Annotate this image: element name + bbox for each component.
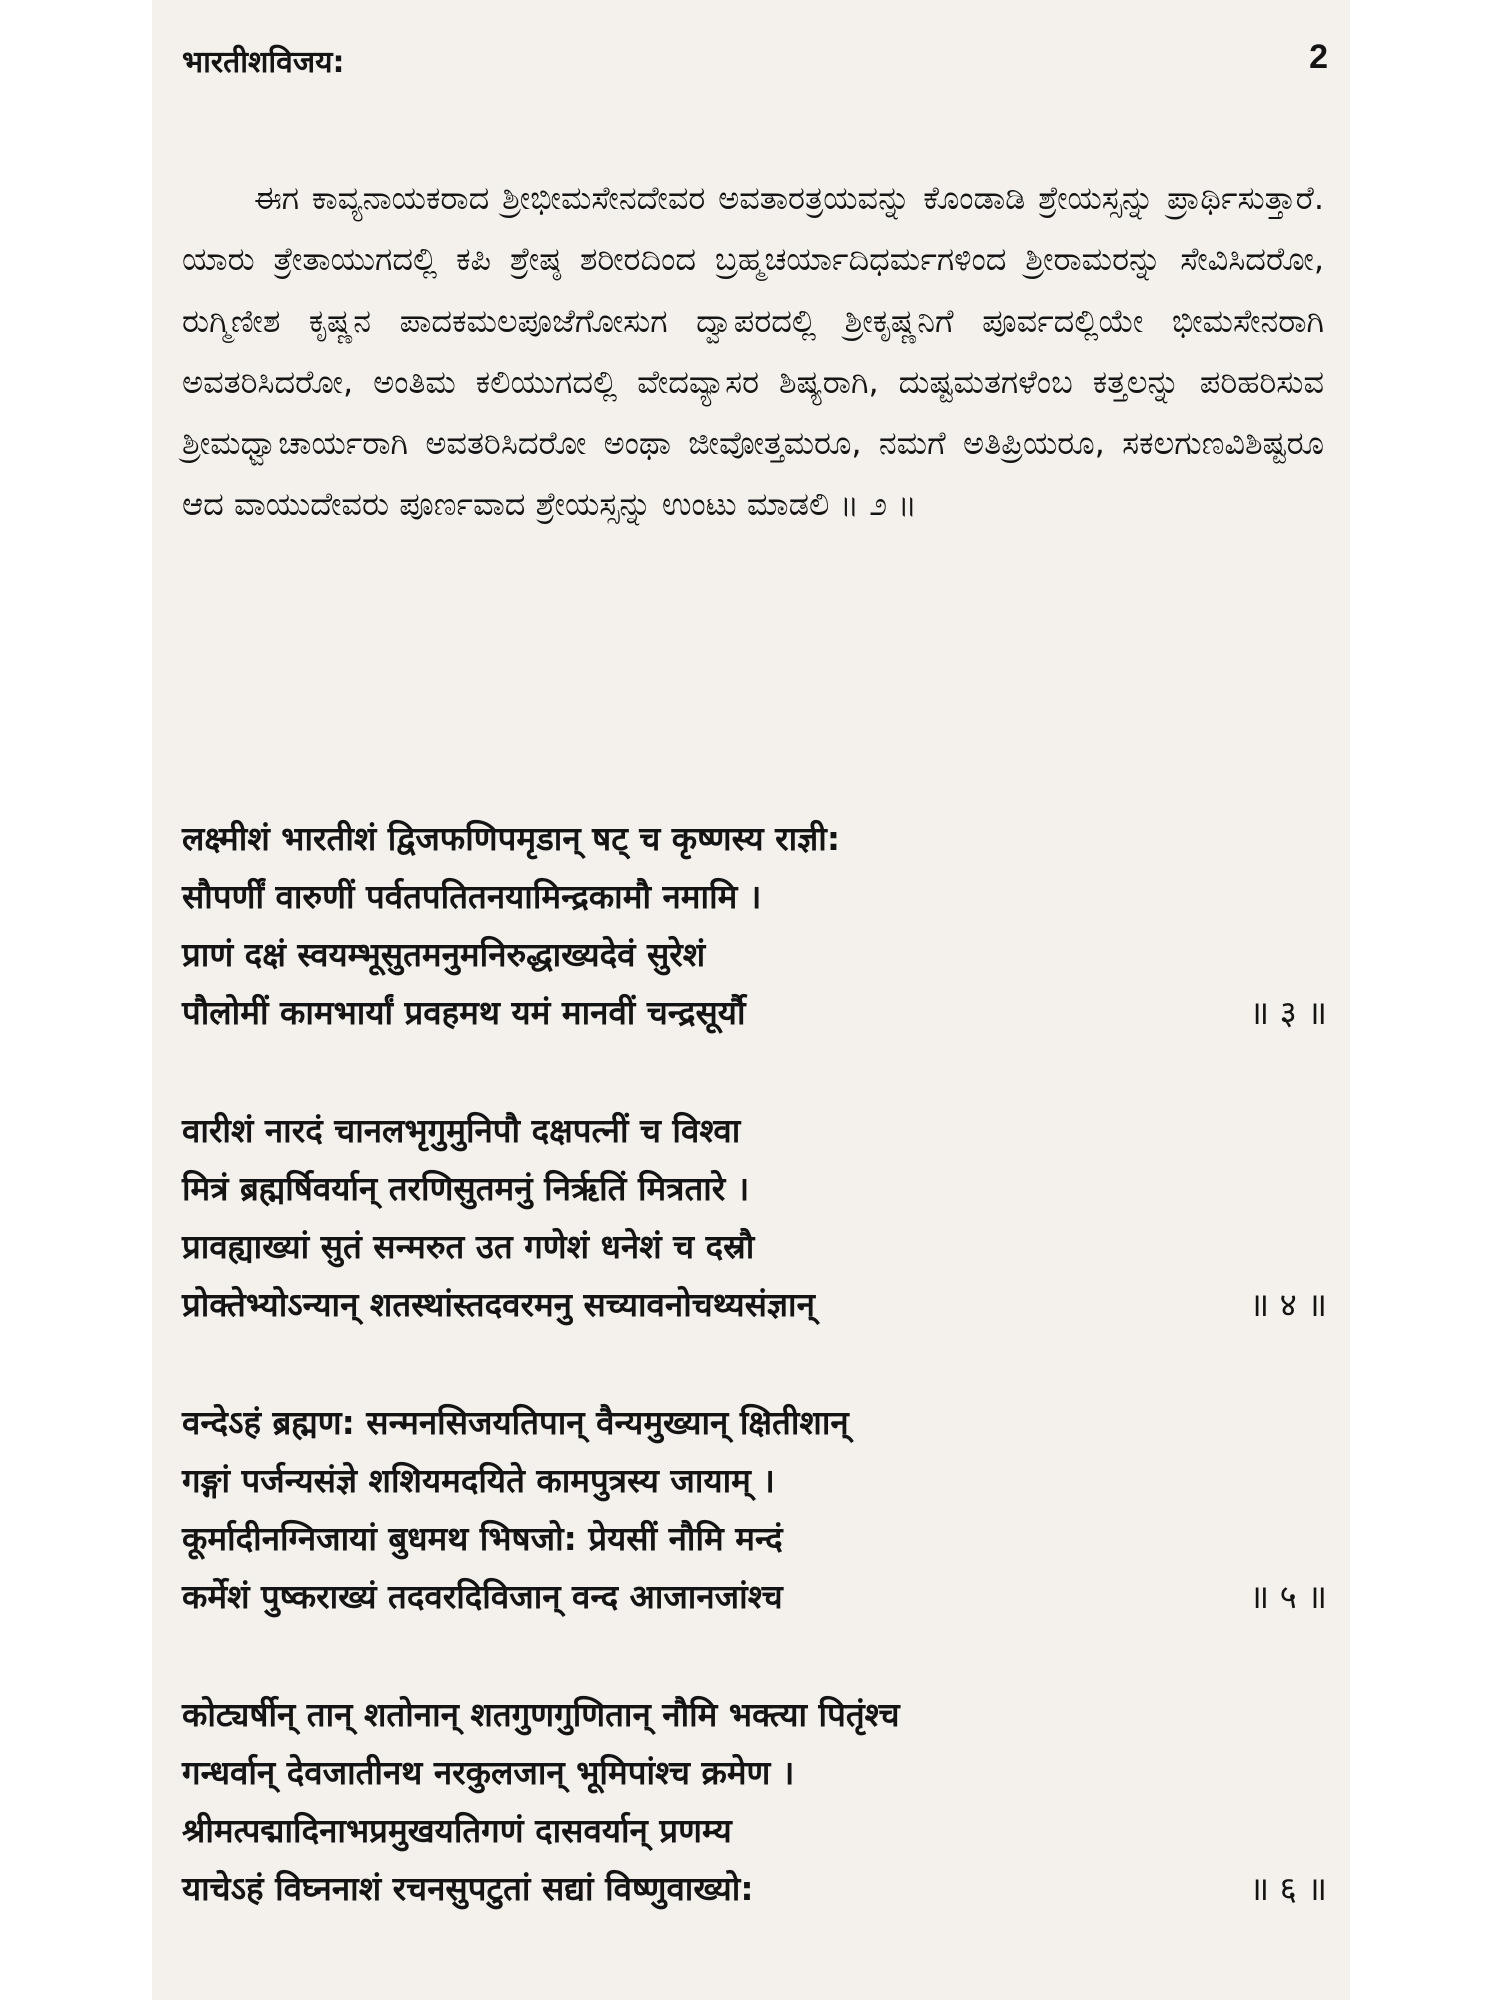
verse-line-last (182, 1276, 1327, 1334)
commentary-text: ಈಗ ಕಾವ್ಯನಾಯಕರಾದ ಶ್ರೀಭೀಮಸೇನದೇವರ ಅವತಾರತ್ರಯವನ್ನು ಕೊಂಡಾಡಿ ಶ್ರೇಯಸ್ಸನ್ನು ಪ್ರಾರ್ಥಿಸುತ್ತಾರೆ. ಯಾರು ತ್ರೇತಾಯುಗದಲ್ಲಿ ಕಪಿ ಶ್ರೇಷ್ಠ ಶರೀರದಿಂದ ಬ್ರಹ್ಮಚರ್ಯಾದಿಧರ್ಮಗಳಿಂದ ಶ್ರೀರಾಮರನ್ನು ಸೇವಿಸಿದರೋ, ರುಗ್ಮಿಣೀಶ ಕೃಷ್ಣನ ಪಾದಕಮಲಪೂಜೆಗೋಸುಗ ದ್ವಾಪರದಲ್ಲಿ ಶ್ರೀಕೃಷ್ಣನಿಗೆ ಪೂರ್ವದಲ್ಲಿಯೇ ಭೀಮಸೇನರಾಗಿ ಅವತರಿಸಿದರೋ, ಅಂತಿಮ ಕಲಿಯುಗದಲ್ಲಿ ವೇದವ್ಯಾಸರ ಶಿಷ್ಯರಾಗಿ, ದುಷ್ಟಮತಗಳೆಂಬ ಕತ್ತಲನ್ನು ಪರಿಹರಿಸುವ ಶ್ರೀಮಧ್ವಾಚಾರ್ಯರಾಗಿ ಅವತರಿಸಿದರೋ ಅಂಥಾ ಜೀವೋತ್ತಮರೂ, ನಮಗೆ ಅತಿಪ್ರಿಯರೂ, ಸಕಲಗುಣವಿಶಿಷ್ಟರೂ ಆದ ವಾಯುದೇವರು ಪೂರ್ಣವಾದ ಶ್ರೇಯಸ್ಸನ್ನು ಉಂಟು ಮಾಡಲಿ ॥ ೨ ॥ (182, 179, 1324, 524)
verse-number: ॥ ५ ॥ (1249, 1577, 1327, 1616)
verse-line-last (182, 1860, 1327, 1918)
verse-line: प्रावह्याख्यां सुतं सन्मरुत उत गणेशं धनेशं च दस्रौ (182, 1227, 755, 1266)
verse-text: पौलोमीं कामभार्यां प्रवहमथ यमं मानवीं चन्द्रसूर्यौ (182, 993, 746, 1032)
verse-line: गन्धर्वान् देवजातीनथ नरकुलजान् भूमिपांश्च क्रमेण । (182, 1753, 795, 1792)
verse-number: ॥ ४ ॥ (1249, 1285, 1327, 1324)
verse-number: ॥ ६ ॥ (1249, 1869, 1327, 1908)
verse-line-last (182, 984, 1327, 1042)
verse-text: कर्मेशं पुष्कराख्यं तदवरदिविजान् वन्द आजानजांश्च (182, 1577, 783, 1616)
verse-line: वारीशं नारदं चानलभृगुमुनिपौ दक्षपत्नीं च विश्वा (182, 1111, 741, 1150)
verse-text: याचेऽहं विघ्ननाशं रचनसुपटुतां सद्यां विष्णुवाख्यो: (182, 1869, 754, 1908)
verse-line: गङ्गां पर्जन्यसंज्ञे शशियमदयिते कामपुत्रस्य जायाम् । (182, 1461, 775, 1500)
verse-number: ॥ ३ ॥ (1249, 993, 1327, 1032)
verse-line: श्रीमत्पद्मादिनाभप्रमुखयतिगणं दासवर्यान् प्रणम्य (182, 1811, 732, 1850)
running-title: भारतीशविजय: (182, 45, 345, 80)
verse-line: कोट्यर्षीन् तान् शतोनान् शतगुणगुणितान् नौमि भक्त्या पितृंश्च (182, 1695, 900, 1734)
commentary-paragraph (182, 168, 1324, 536)
verse-stanza-3 (182, 810, 1327, 1042)
verse-line: सौपर्णीं वारुणीं पर्वतपतितनयामिन्द्रकामौ नमामि । (182, 877, 762, 916)
verse-line: कूर्मादीनग्निजायां बुधमथ भिषजो: प्रेयसीं नौमि मन्दं (182, 1519, 783, 1558)
verse-line-last (182, 1568, 1327, 1626)
book-page (152, 0, 1350, 2000)
verse-stanza-5 (182, 1394, 1327, 1626)
verse-stanza-4 (182, 1102, 1327, 1334)
verse-line: वन्देऽहं ब्रह्मण: सन्मनसिजयतिपान् वैन्यमुख्यान् क्षितीशान् (182, 1403, 849, 1442)
page-number: 2 (1309, 38, 1328, 76)
verse-line: लक्ष्मीशं भारतीशं द्विजफणिपमृडान् षट् च कृष्णस्य राज्ञी: (182, 819, 841, 858)
verse-text: प्रोक्तेभ्योऽन्यान् शतस्थांस्तदवरमनु सच्यावनोचथ्यसंज्ञान् (182, 1285, 815, 1324)
verse-stanza-6 (182, 1686, 1327, 1918)
verse-line: मित्रं ब्रह्मर्षिवर्यान् तरणिसुतमनुं निर्ऋतिं मित्रतारे । (182, 1169, 750, 1208)
verse-line: प्राणं दक्षं स्वयम्भूसुतमनुमनिरुद्धाख्यदेवं सुरेशं (182, 935, 706, 974)
